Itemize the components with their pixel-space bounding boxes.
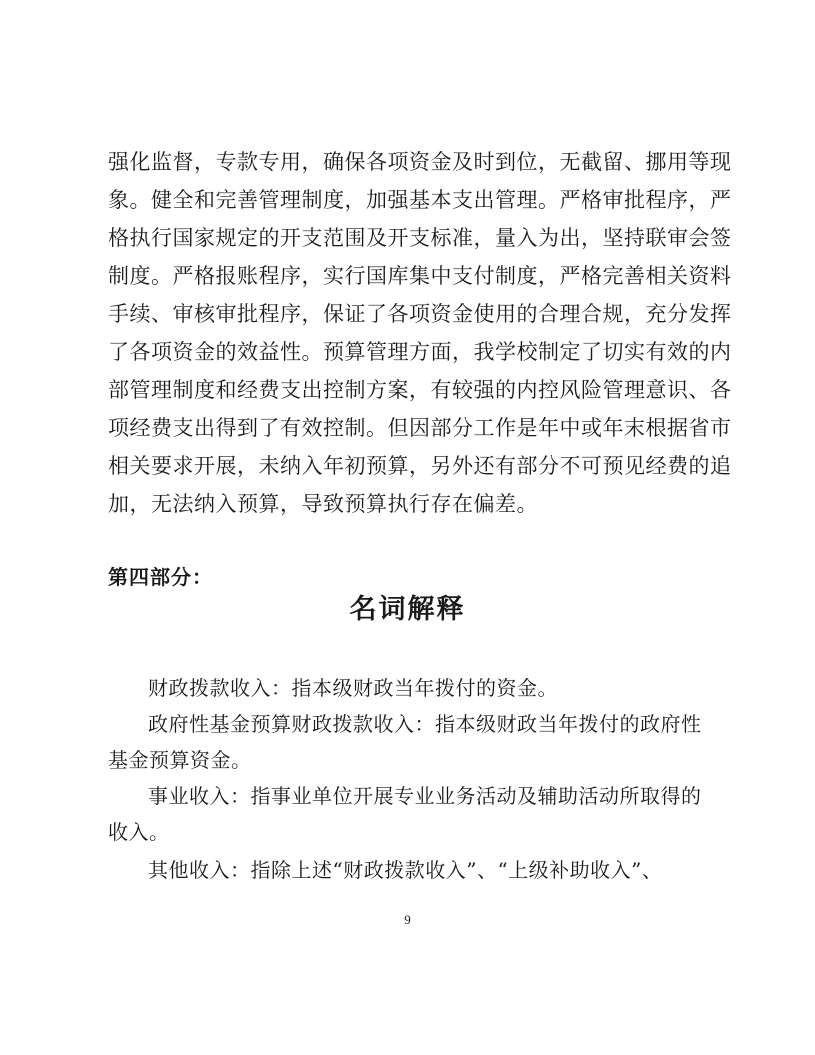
paragraph-line: 加，无法纳入预算，导致预算执行存在偏差。: [108, 492, 538, 516]
definition-line: 财政拨款收入：指本级财政当年拨付的资金。: [148, 676, 558, 700]
paragraph-line: 部管理制度和经费支出控制方案，有较强的内控风险管理意识、各: [108, 378, 732, 402]
paragraph-line: 相关要求开展，未纳入年初预算，另外还有部分不可预见经费的追: [108, 454, 732, 478]
paragraph-line: 强化监督，专款专用，确保各项资金及时到位，无截留、挪用等现: [108, 150, 732, 174]
paragraph-line: 制度。严格报账程序，实行国库集中支付制度，严格完善相关资料: [108, 264, 732, 288]
section-label: 第四部分：: [108, 565, 213, 589]
page-number: 9: [404, 912, 411, 927]
paragraph-line: 格执行国家规定的开支范围及开支标准，量入为出，坚持联审会签: [108, 226, 732, 250]
definition-line: 事业收入：指事业单位开展专业业务活动及辅助活动所取得的: [148, 784, 702, 808]
paragraph-line: 手续、审核审批程序，保证了各项资金使用的合理合规，充分发挥: [108, 302, 732, 326]
definition-line: 其他收入：指除上述“财政拨款收入”、“上级补助收入”、: [148, 858, 663, 882]
definition-line: 基金预算资金。: [108, 748, 252, 772]
paragraph-line: 了各项资金的效益性。预算管理方面，我学校制定了切实有效的内: [108, 340, 732, 364]
paragraph-line: 象。健全和完善管理制度，加强基本支出管理。严格审批程序，严: [108, 188, 732, 212]
definition-line: 政府性基金预算财政拨款收入：指本级财政当年拨付的政府性: [148, 712, 702, 736]
definition-line: 收入。: [108, 820, 170, 844]
paragraph-line: 项经费支出得到了有效控制。但因部分工作是年中或年末根据省市: [108, 416, 732, 440]
section-title: 名词解释: [349, 594, 466, 625]
